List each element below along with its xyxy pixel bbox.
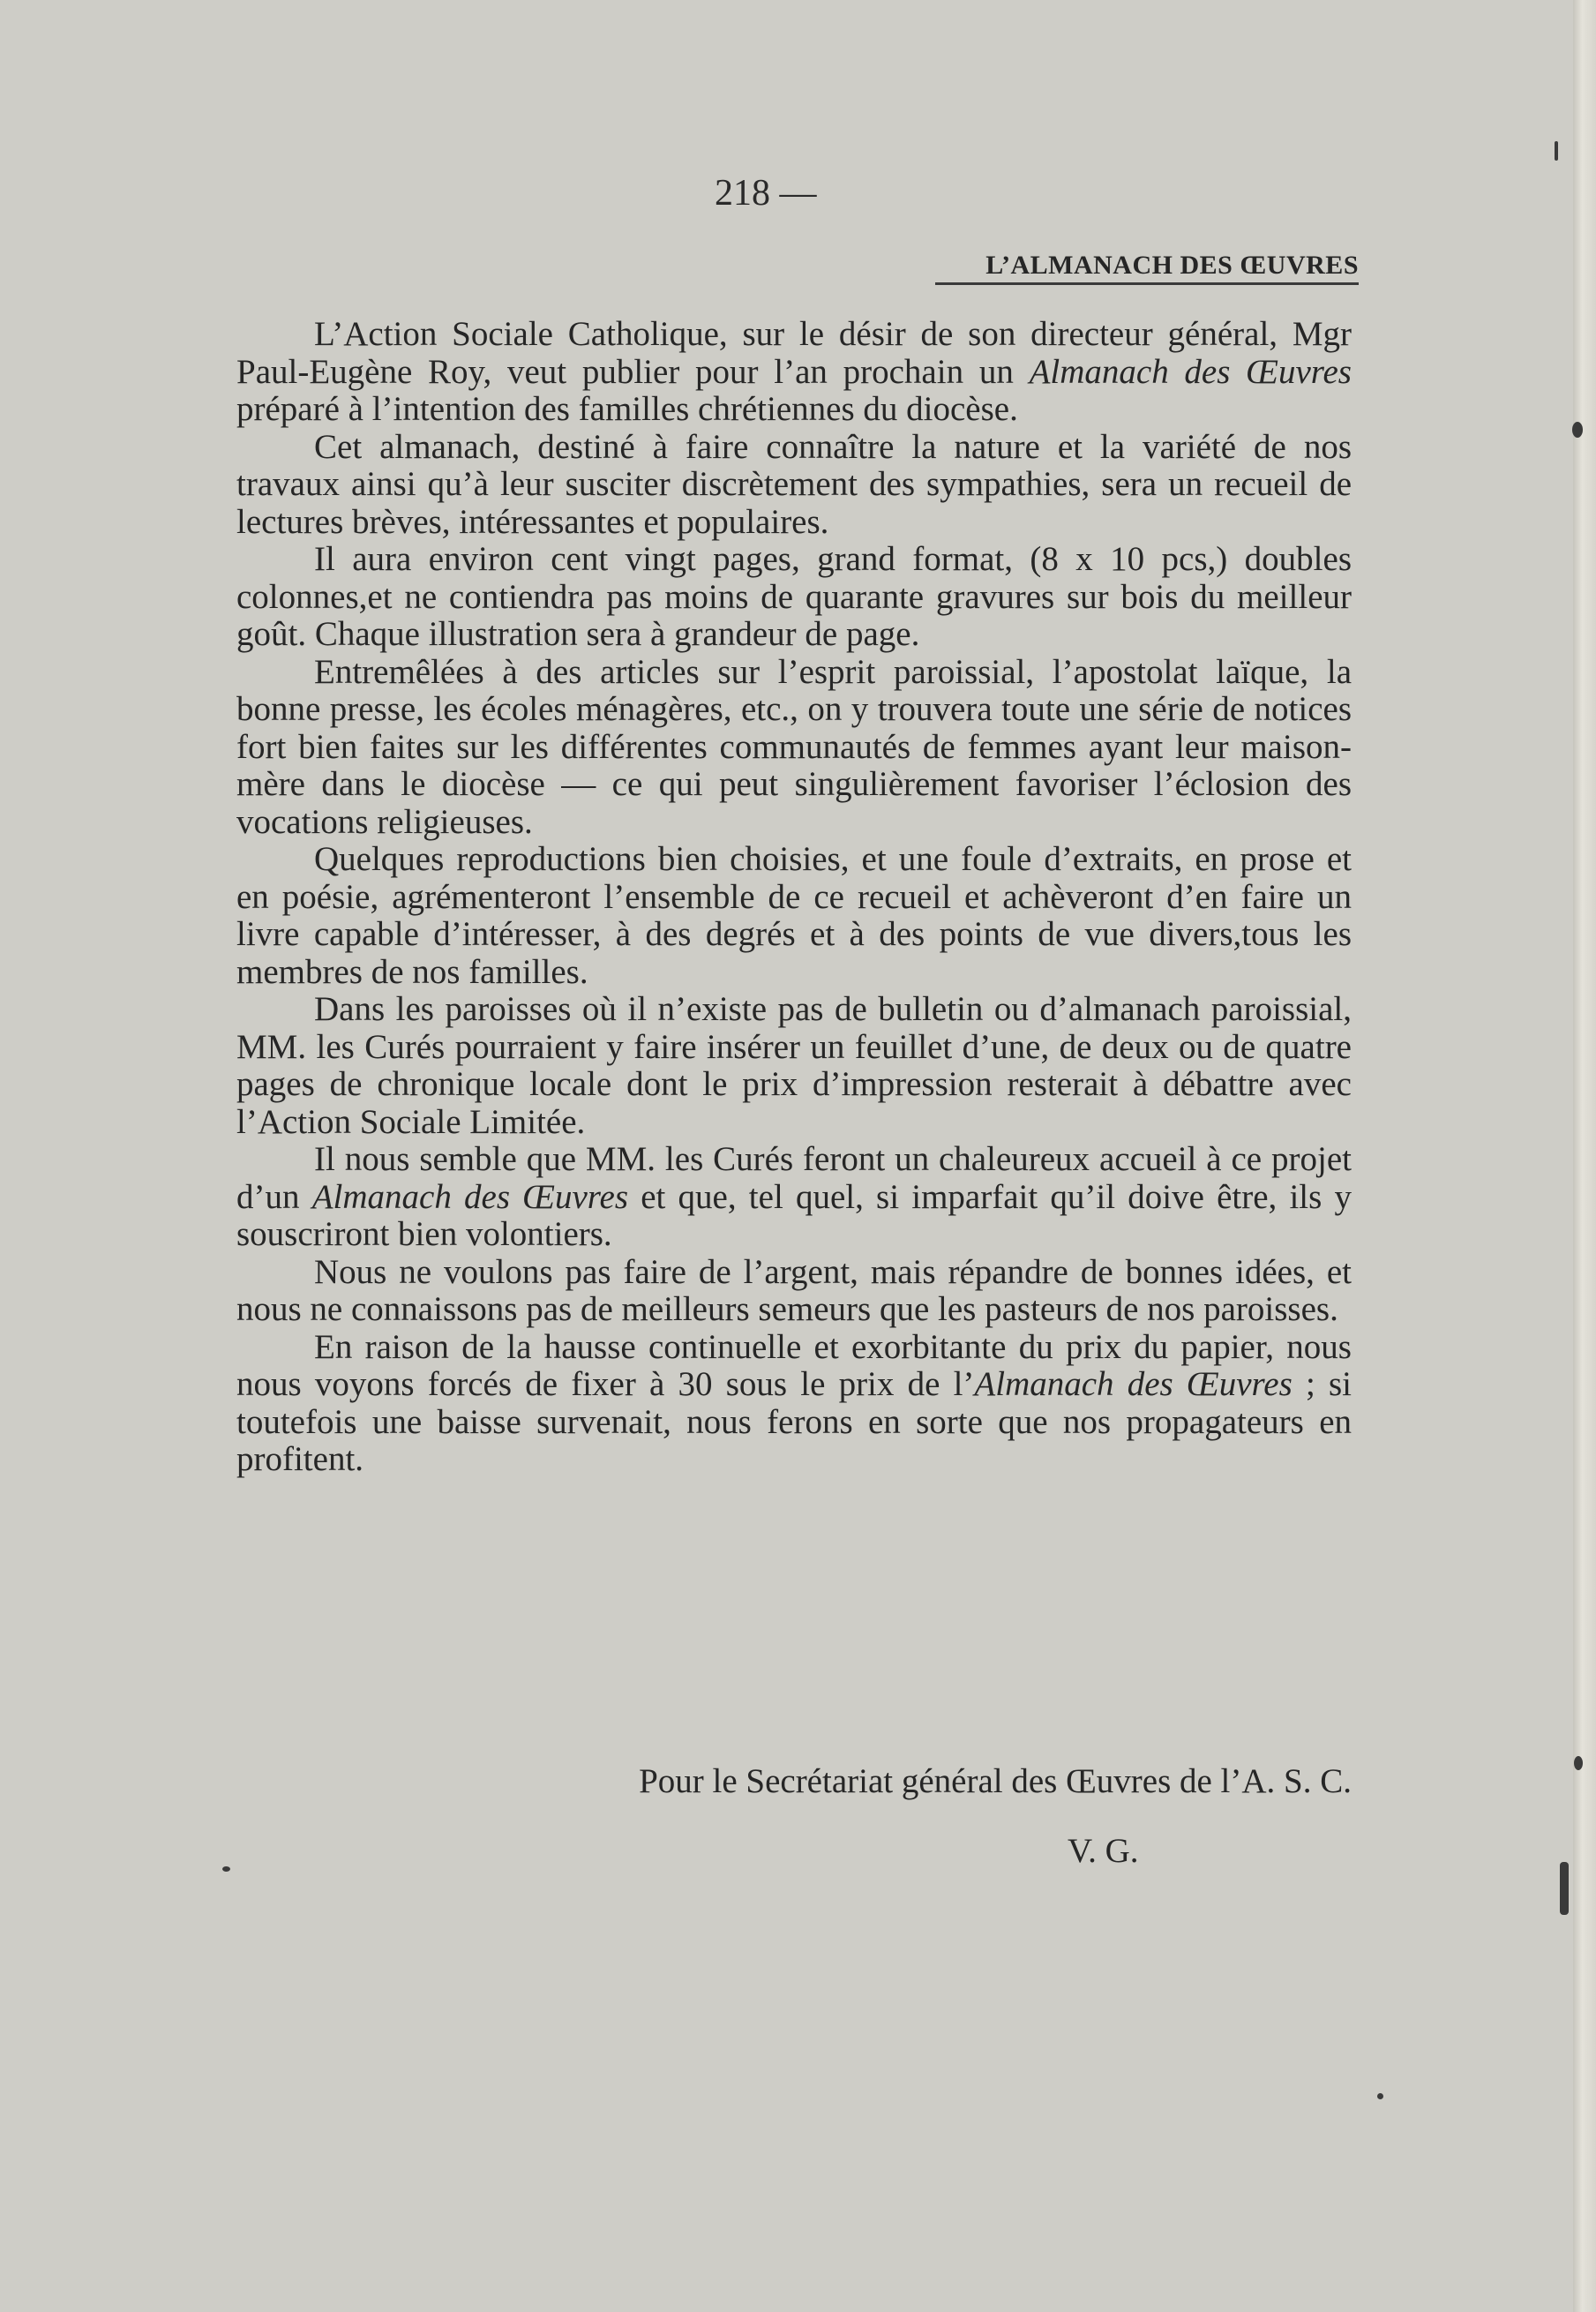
page-edge bbox=[1573, 0, 1596, 2312]
paragraph-6: Dans les paroisses où il n’existe pas de bulletin ou d’almanach paroissial, MM. les Curés pourraient y faire insérer un feuillet d’une, de deux ou de quatre pages de chronique locale dont le prix d’impression resterait à débattre avec l’Action Sociale Limitée. bbox=[236, 990, 1352, 1141]
paragraph-4: Entremêlées à des articles sur l’esprit paroissial, l’apostolat laïque, la bonne presse, les écoles ménagères, etc., on y trouvera toute une série de notices fort bien faites sur les différentes communautés de femmes ayant leur maison-mère dans le diocèse — ce qui peut singulièrement favoriser l’éclosion des vocations religieuses. bbox=[236, 652, 1352, 841]
paragraph-1-text-a: L’Action Sociale Catholique, sur le désir de son directeur général, Mgr Paul-Eugène Roy, veut publier pour l’an prochain un bbox=[236, 315, 1352, 391]
paragraph-7 bbox=[236, 1141, 1352, 1254]
paper-speck bbox=[1555, 141, 1558, 161]
article-body bbox=[236, 316, 1352, 1479]
signature-initials: V. G. bbox=[1068, 1832, 1139, 1870]
paragraph-1-title: Almanach des Œuvres bbox=[1029, 352, 1352, 391]
running-head: L’ALMANACH DES ŒUVRES bbox=[935, 251, 1359, 285]
paragraph-3: Il aura environ cent vingt pages, grand format, (8 x 10 pcs,) doubles colonnes,et ne contiendra pas moins de quarante gravures sur bois du meilleur goût. Chaque illustration sera à grandeur de page. bbox=[236, 540, 1352, 653]
paper-speck bbox=[1574, 1756, 1583, 1770]
paragraph-9-text-a: En raison de la hausse continuelle et exorbitante du prix du papier, nous nous voyons forcés de fixer à 30 sous le prix de l’ bbox=[236, 1327, 1352, 1403]
paragraph-9-title: Almanach des Œuvres bbox=[974, 1365, 1293, 1403]
paper-speck bbox=[1560, 1862, 1569, 1915]
paragraph-7-text-b: et que, tel quel, si imparfait qu’il doive être, ils y souscriront bien volontiers. bbox=[236, 1177, 1352, 1253]
paragraph-9 bbox=[236, 1329, 1352, 1479]
paper-speck bbox=[1572, 422, 1583, 438]
paragraph-1-text-b: préparé à l’intention des familles chrétiennes du diocèse. bbox=[236, 390, 1018, 428]
paragraph-7-title: Almanach des Œuvres bbox=[311, 1177, 629, 1216]
paragraph-2: Cet almanach, destiné à faire connaître la nature et la variété de nos travaux ainsi qu’à leur susciter discrètement des sympathies, sera un recueil de lectures brèves, intéressantes et populaires. bbox=[236, 427, 1352, 541]
paragraph-8: Nous ne voulons pas faire de l’argent, mais répandre de bonnes idées, et nous ne connaissons pas de meilleurs semeurs que les pasteurs de nos paroisses. bbox=[236, 1252, 1352, 1328]
paragraph-5: Quelques reproductions bien choisies, et une foule d’extraits, en prose et en poésie, agrémenteront l’ensemble de ce recueil et achèveront d’en faire un livre capable d’intéresser, à des degrés et à des points de vue divers,tous les membres de nos familles. bbox=[236, 840, 1352, 991]
paragraph-9-text-b: ; si toutefois une baisse survenait, nous ferons en sorte que nos propagateurs en profitent. bbox=[236, 1365, 1352, 1478]
signature-line: Pour le Secrétariat général des Œuvres de l’A. S. C. bbox=[639, 1762, 1352, 1800]
paper-speck bbox=[1377, 2093, 1383, 2099]
page-number: 218 — bbox=[715, 173, 817, 214]
paper-speck bbox=[222, 1866, 230, 1872]
paragraph-7-text-a: Il nous semble que MM. les Curés feront un chaleureux accueil à ce projet d’un bbox=[236, 1140, 1352, 1216]
paragraph-1 bbox=[236, 316, 1352, 429]
